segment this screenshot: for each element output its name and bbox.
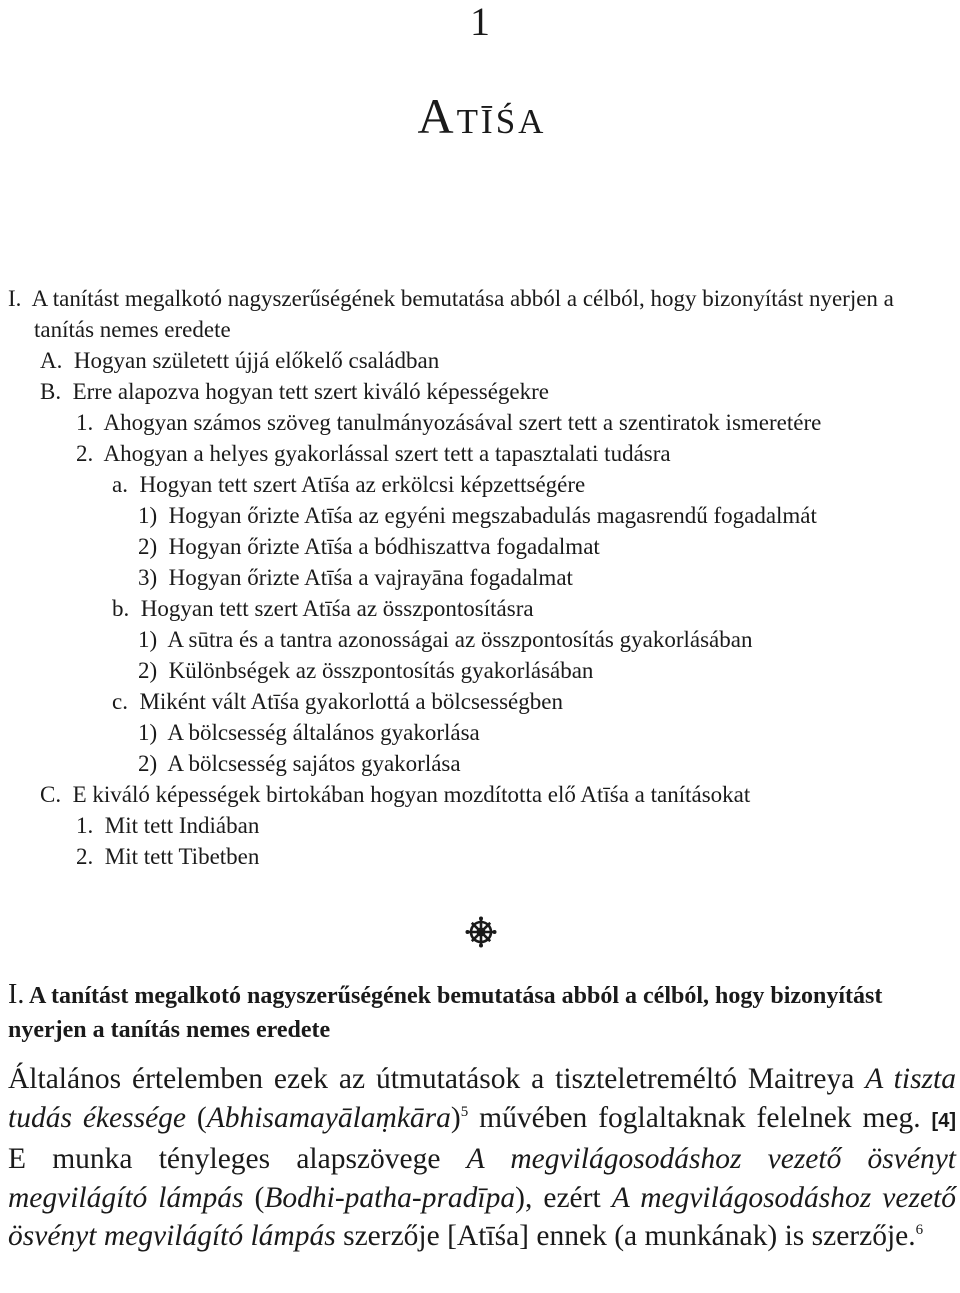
footnote-marker: 6 (915, 1222, 924, 1239)
paragraph-text: E munka tényleges alapszövege (8, 1143, 467, 1175)
outline-marker: I. (8, 286, 22, 311)
outline-text: A bölcsesség sajátos gyakorlása (167, 751, 461, 776)
dharma-wheel-icon (465, 916, 497, 948)
outline-item (8, 531, 956, 562)
footnote-marker: 5 (460, 1103, 469, 1120)
outline-text: Hogyan őrizte Atīśa az egyéni megszabadulás magasrendű fogadalmát (168, 503, 817, 528)
outline-item (8, 438, 956, 469)
outline-item (8, 748, 956, 779)
outline-item (8, 624, 956, 655)
section-number: I. (8, 979, 25, 1010)
italic-title: A tiszta tudás ékessége (8, 1063, 956, 1134)
outline-marker: A. (40, 348, 63, 373)
paragraph-text: ) (450, 1101, 461, 1134)
outline-text: Ahogyan számos szöveg tanulmányozásával szert tett a szentiratok ismeretére (103, 410, 822, 435)
outline-text: Hogyan tett szert Atīśa az erkölcsi képzettségére (139, 472, 586, 497)
chapter-title: Atīśa (417, 88, 547, 144)
italic-title: Bodhi-patha-pradīpa (264, 1181, 516, 1214)
outline-text: Hogyan őrizte Atīśa a vajrayāna fogadalmat (168, 565, 573, 590)
outline-item (8, 345, 956, 376)
italic-title: A megvilágosodáshoz vezető ösvényt megvilágító lámpás (8, 1181, 956, 1252)
paragraph-text: művében foglaltaknak felelnek meg. (468, 1101, 932, 1134)
paragraph-text: szerzője [Atīśa] ennek (a munkának) is szerzője. (335, 1220, 916, 1252)
outline-marker: 2) (138, 534, 158, 559)
outline-text: Ahogyan a helyes gyakorlással szert tett a tapasztalati tudásra (103, 441, 671, 466)
page-reference: [4] (931, 1109, 956, 1132)
outline-marker: 1. (76, 813, 94, 838)
outline-marker: 2. (76, 441, 94, 466)
outline-marker: C. (40, 782, 62, 807)
outline-text: A bölcsesség általános gyakorlása (167, 720, 480, 745)
outline-item (8, 841, 956, 872)
outline-text: E kiváló képességek birtokában hogyan mozdította elő Atīśa a tanításokat (72, 782, 751, 807)
paragraph-text: ), ezért (515, 1181, 612, 1214)
outline-marker: 2) (138, 751, 158, 776)
outline-item (8, 810, 956, 841)
paragraph-text: ( (243, 1181, 265, 1214)
outline-item (8, 376, 956, 407)
outline-text: Miként vált Atīśa gyakorlottá a bölcsességben (139, 689, 563, 714)
outline-text: Hogyan született újjá előkelő családban (73, 348, 440, 373)
outline-text: Erre alapozva hogyan tett szert kiváló képességekre (72, 379, 549, 404)
table-of-contents-outline (8, 283, 956, 872)
outline-item (8, 655, 956, 686)
outline-marker: c. (112, 689, 128, 714)
outline-item (8, 593, 956, 624)
outline-marker: B. (40, 379, 62, 404)
paragraph-text: ( (186, 1101, 207, 1134)
outline-text: Különbségek az összpontosítás gyakorlásában (168, 658, 594, 683)
chapter-number: 1 (470, 0, 490, 44)
italic-title: A megvilágosodáshoz vezető ösvényt megvilágító lámpás (8, 1143, 956, 1214)
outline-item (8, 283, 956, 345)
italic-title: Abhisamayālaṃkāra (206, 1101, 451, 1134)
outline-item (8, 717, 956, 748)
outline-item (8, 407, 956, 438)
paragraph-text: Általános értelemben ezek az útmutatások a tiszteletreméltó Maitreya (8, 1063, 866, 1095)
outline-text: Mit tett Indiában (104, 813, 260, 838)
outline-item (8, 469, 956, 500)
section-heading (8, 978, 954, 1047)
outline-marker: b. (112, 596, 130, 621)
section-heading-text: A tanítást megalkotó nagyszerűségének bemutatása abból a célból, hogy bizonyítást nyerjen a tanítás nemes eredete (8, 983, 883, 1043)
outline-text: Hogyan őrizte Atīśa a bódhiszattva fogadalmat (168, 534, 600, 559)
outline-marker: 2. (76, 844, 94, 869)
outline-text: A sūtra és a tantra azonosságai az összpontosítás gyakorlásában (167, 627, 753, 652)
outline-item (8, 500, 956, 531)
outline-text: Mit tett Tibetben (104, 844, 260, 869)
outline-item (8, 562, 956, 593)
outline-marker: a. (112, 472, 128, 497)
outline-item (8, 779, 956, 810)
outline-marker: 2) (138, 658, 158, 683)
outline-text: Hogyan tett szert Atīśa az összpontosításra (140, 596, 534, 621)
outline-marker: 1) (138, 720, 158, 745)
outline-marker: 1. (76, 410, 94, 435)
outline-text: A tanítást megalkotó nagyszerűségének bemutatása abból a célból, hogy bizonyítást nyerjen a tanítás nemes eredete (31, 286, 894, 342)
outline-marker: 1) (138, 503, 158, 528)
outline-marker: 1) (138, 627, 158, 652)
body-paragraph (8, 1060, 956, 1256)
outline-marker: 3) (138, 565, 158, 590)
outline-item (8, 686, 956, 717)
